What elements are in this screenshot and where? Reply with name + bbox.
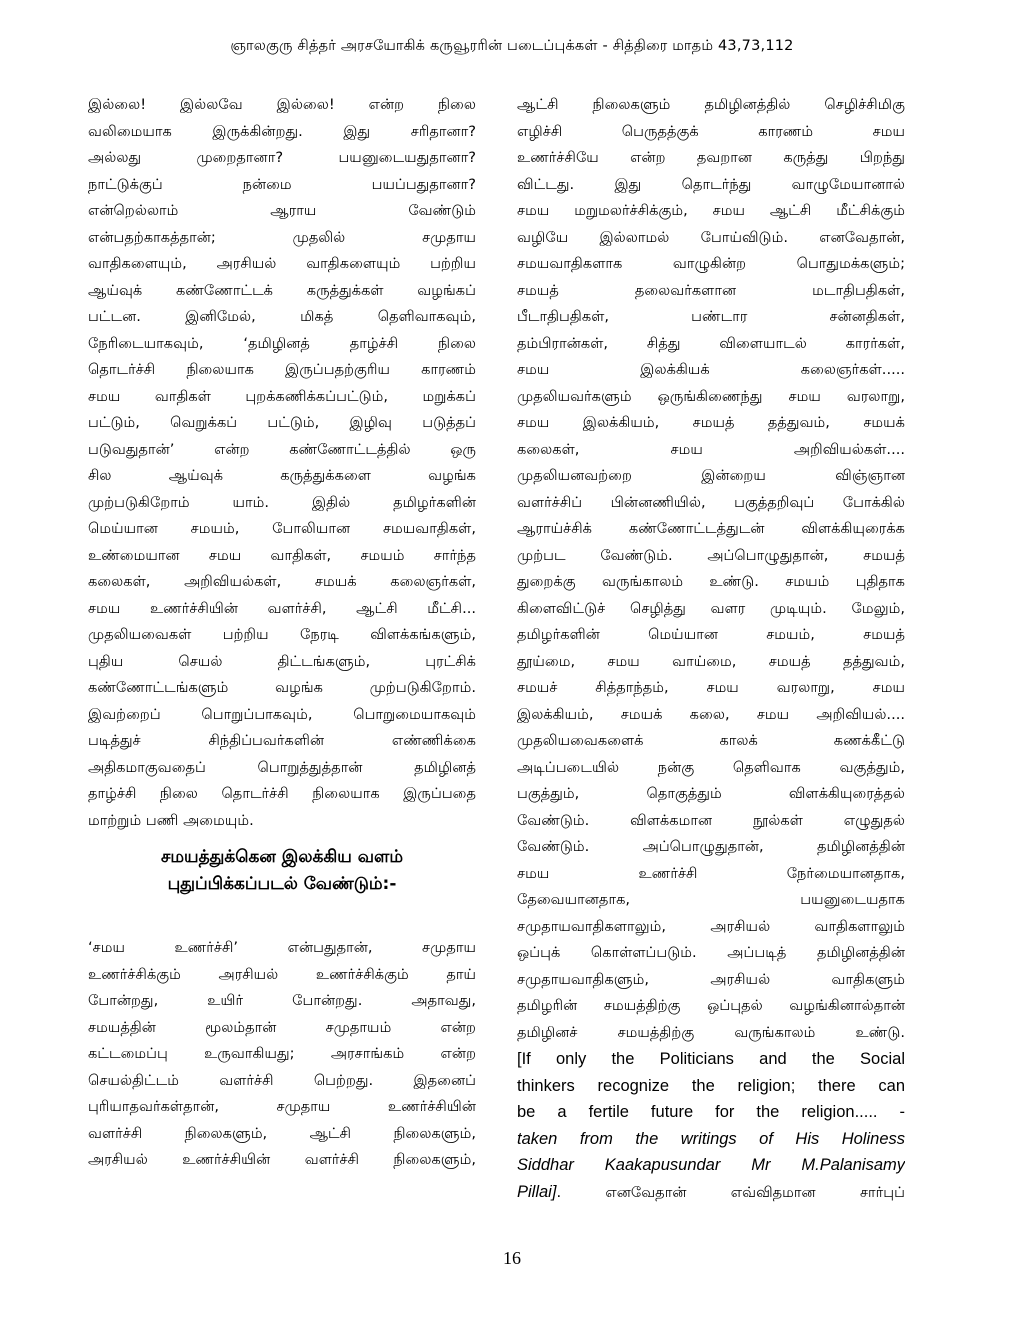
text-line: நேரிடையாகவும், ‘தமிழினத் தாழ்ச்சி நிலை bbox=[88, 334, 476, 352]
text-line: தாழ்ச்சி நிலை தொடர்ச்சி நிலையாக இருப்பதை bbox=[88, 785, 476, 802]
text-line: என்றெல்லாம் ஆராய வேண்டும் bbox=[88, 202, 476, 219]
text-line: வேண்டும். அப்பொழுதுதான், தமிழினத்தின் bbox=[517, 838, 905, 855]
text-line: சமய இலக்கியக் கலைஞர்கள்..... bbox=[517, 361, 905, 378]
text-line: பகுத்தும், தொகுத்தும் விளக்கியுரைத்தல் bbox=[517, 785, 905, 802]
text-line: சமய உணர்ச்சி நேர்மையானதாக, bbox=[517, 864, 905, 882]
text-line: நாட்டுக்குப் நன்மை பயப்பதுதானா? bbox=[88, 175, 476, 193]
text-line: துறைக்கு வருங்காலம் உண்டு. சமயம் புதிதாக bbox=[517, 573, 905, 590]
text-line: சமயத் தலைவர்களான மடாதிபதிகள், bbox=[517, 281, 905, 299]
text-line: முதலியவைகள் பற்றிய நேரடி விளக்கங்களும், bbox=[88, 626, 476, 643]
text-line: படித்துச் சிந்திப்பவர்களின் எண்ணிக்கை bbox=[88, 732, 476, 749]
text-line: சமய இலக்கியம், சமயத் தத்துவம், சமயக் bbox=[517, 414, 905, 431]
text-line: முற்பட வேண்டும். அப்பொழுதுதான், சமயத் bbox=[517, 546, 905, 564]
text-line: சமயத்தின் மூலம்தான் சமுதாயம் என்ற bbox=[88, 1018, 476, 1036]
text-line: தேவையானதாக, பயனுடையதாக bbox=[517, 891, 905, 908]
text-line: பீடாதிபதிகள், பண்டார சன்னதிகள், bbox=[517, 308, 905, 325]
text-line: கண்ணோட்டங்களும் வழங்க முற்படுகிறோம். bbox=[88, 679, 476, 696]
text-line: தம்பிரான்கள், சித்து விளையாடல் காரர்கள், bbox=[517, 334, 905, 352]
text-line: தமிழினச் சமயத்திற்கு வருங்காலம் உண்டு. bbox=[517, 1023, 905, 1041]
paragraph-religious-feeling bbox=[88, 935, 476, 1174]
text-line: பட்டும், வெறுக்கப் பட்டும், இழிவு படுத்தப் bbox=[88, 414, 476, 431]
text-line: ஆய்வுக் கண்ணோட்டக் கருத்துக்கள் வழங்கப் bbox=[88, 281, 476, 299]
text-line: புதுப்பிக்கப்படல் வேண்டும்:- bbox=[167, 874, 397, 894]
text-line: போன்றது, உயிர் போன்றது. அதாவது, bbox=[88, 992, 476, 1009]
text-line-final bbox=[517, 1179, 905, 1206]
text-line: தொடர்ச்சி நிலையாக இருப்பதற்குரிய காரணம் bbox=[88, 361, 476, 378]
text-line: வலிமையாக இருக்கின்றது. இது சரிதானா? bbox=[88, 122, 476, 140]
text-line: பட்டன. இனிமேல், மிகத் தெளிவாகவும், bbox=[88, 308, 476, 325]
text-line: [If only the Politicians and the Social bbox=[517, 1050, 905, 1068]
text-line: உண்மையான சமய வாதிகள், சமயம் சார்ந்த bbox=[88, 546, 476, 564]
left-column bbox=[88, 92, 476, 1174]
text-line: வேண்டும். விளக்கமான நூல்கள் எழுதுதல் bbox=[517, 811, 905, 829]
text-line: Siddhar Kaakapusundar Mr M.Palanisamy bbox=[517, 1156, 905, 1174]
text-line: சமயச் சித்தாந்தம், சமய வரலாறு, சமய bbox=[517, 679, 905, 696]
text-line: வழியே இல்லாமல் போய்விடும். எனவேதான், bbox=[517, 228, 905, 246]
text-line: அதிகமாகுவதைப் பொறுத்துத்தான் தமிழினத் bbox=[88, 758, 476, 776]
text-line: சமய உணர்ச்சியின் வளர்ச்சி, ஆட்சி மீட்சி... bbox=[88, 599, 476, 617]
text-line: தமிழரின் சமயத்திற்கு ஒப்புதல் வழங்கினால்தான் bbox=[517, 997, 905, 1014]
text-line: விட்டது. இது தொடர்ந்து வாழுமேயானால் bbox=[517, 175, 905, 193]
text-line: சமய வாதிகள் புறக்கணிக்கப்பட்டும், மறுக்கப் bbox=[88, 387, 476, 405]
text-line: தூய்மை, சமய வாய்மை, சமயத் தத்துவம், bbox=[517, 652, 905, 670]
text-line: வாதிகளையும், அரசியல் வாதிகளையும் பற்றிய bbox=[88, 255, 476, 272]
text-line: கட்டமைப்பு உருவாகியது; அரசாங்கம் என்ற bbox=[88, 1045, 476, 1062]
text-line: thinkers recognize the religion; there can bbox=[517, 1076, 905, 1095]
text-line: முற்படுகிறோம் யாம். இதில் தமிழர்களின் bbox=[88, 493, 476, 511]
text-line: உணர்ச்சியே என்ற தவறான கருத்து பிறந்து bbox=[517, 149, 905, 166]
text-line: எழிச்சி பெருதத்குக் காரணம் சமய bbox=[517, 122, 905, 140]
paragraph-intro bbox=[88, 92, 476, 834]
text-line: கிளைவிட்டுச் செழித்து வளர முடியும். மேலும், bbox=[517, 599, 905, 617]
text-line: சமுதாயவாதிகளும், அரசியல் வாதிகளும் bbox=[517, 970, 905, 988]
page-number: 16 bbox=[503, 1248, 521, 1268]
text-line: சமயத்துக்கென இலக்கிய வளம் bbox=[160, 847, 404, 867]
text-line: இவற்றைப் பொறுப்பாகவும், பொறுமையாகவும் bbox=[88, 705, 476, 723]
attribution-end: Pillai] bbox=[517, 1182, 557, 1201]
text-line: வளர்ச்சி நிலைகளும், ஆட்சி நிலைகளும், bbox=[88, 1124, 476, 1142]
text-line: மெய்யான சமயம், போலியான சமயவாதிகள், bbox=[88, 520, 476, 537]
text-line: முதலியனவற்றை இன்றைய விஞ்ஞான bbox=[517, 467, 905, 484]
text-line: சமுதாயவாதிகளாலும், அரசியல் வாதிகளாலும் bbox=[517, 917, 905, 935]
text-line: மாற்றும் பணி அமையும். bbox=[88, 811, 254, 829]
text-line: be a fertile future for the religion..... - bbox=[517, 1103, 905, 1121]
text-line: இலக்கியம், சமயக் கலை, சமய அறிவியல்.... bbox=[517, 705, 905, 723]
paragraph-continued bbox=[517, 92, 905, 1046]
text-line: படுவதுதான்’ என்ற கண்ணோட்டத்தில் ஒரு bbox=[88, 440, 476, 458]
text-line: ஒப்புக் கொள்ளப்படும். அப்படித் தமிழினத்தின் bbox=[517, 944, 905, 961]
text-line: கலைகள், அறிவியல்கள், சமயக் கலைஞர்கள், bbox=[88, 573, 476, 590]
text-line: புதிய செயல் திட்டங்களும், புரட்சிக் bbox=[88, 652, 476, 670]
text-line: வளர்ச்சிப் பின்னணியில், பகுத்தறிவுப் போக்கில் bbox=[517, 493, 905, 511]
text-line: இல்லை! இல்லவே இல்லை! என்ற நிலை bbox=[88, 96, 476, 113]
text-line: ‘சமய உணர்ச்சி’ என்பதுதான், சமுதாய bbox=[88, 939, 476, 956]
final-continuation: . எனவேதான் எவ்விதமான சார்புப் bbox=[556, 1183, 905, 1201]
text-line: செயல்திட்டம் வளர்ச்சி பெற்றது. இதனைப் bbox=[88, 1071, 476, 1089]
text-line: முதலியவர்களும் ஒருங்கிணைந்து சமய வரலாறு, bbox=[517, 387, 905, 405]
english-quote-attribution bbox=[517, 1126, 905, 1179]
text-line: சமயவாதிகளாக வாழுகின்ற பொதுமக்களும்; bbox=[517, 255, 905, 272]
text-line: அரசியல் உணர்ச்சியின் வளர்ச்சி நிலைகளும், bbox=[88, 1151, 476, 1168]
text-line: ஆராய்ச்சிக் கண்ணோட்டத்துடன் விளக்கியுரைக்க bbox=[517, 520, 905, 537]
text-line: அல்லது முறைதானா? பயனுடையதுதானா? bbox=[88, 149, 476, 166]
text-line: taken from the writings of His Holiness bbox=[517, 1129, 905, 1148]
section-heading bbox=[88, 844, 476, 898]
text-line: அடிப்படையில் நன்கு தெளிவாக வகுத்தும், bbox=[517, 758, 905, 776]
text-line: உணர்ச்சிக்கும் அரசியல் உணர்ச்சிக்கும் தாய் bbox=[88, 965, 476, 983]
right-column bbox=[517, 92, 905, 1205]
text-line: புரியாதவர்கள்தான், சமுதாய உணர்ச்சியின் bbox=[88, 1098, 476, 1115]
english-quote bbox=[517, 1046, 905, 1126]
text-line: கலைகள், சமய அறிவியல்கள்.... bbox=[517, 440, 905, 458]
running-header: ஞாலகுரு சித்தர் அரசயோகிக் கருவூரரின் படைப்புக்கள் - சித்திரை மாதம் 43,73,112 bbox=[230, 38, 794, 54]
text-line: சமய மறுமலர்ச்சிக்கும், சமய ஆட்சி மீட்சிக்கும் bbox=[517, 202, 905, 219]
text-line: ஆட்சி நிலைகளும் தமிழினத்தில் செழிச்சிமிகு bbox=[517, 96, 905, 113]
text-line: சில ஆய்வுக் கருத்துக்களை வழங்க bbox=[88, 467, 476, 484]
text-line: முதலியவைகளைக் காலக் கணக்கீட்டு bbox=[517, 732, 905, 749]
text-line: என்பதற்காகத்தான்; முதலில் சமுதாய bbox=[88, 228, 476, 246]
text-line: தமிழர்களின் மெய்யான சமயம், சமயத் bbox=[517, 626, 905, 643]
